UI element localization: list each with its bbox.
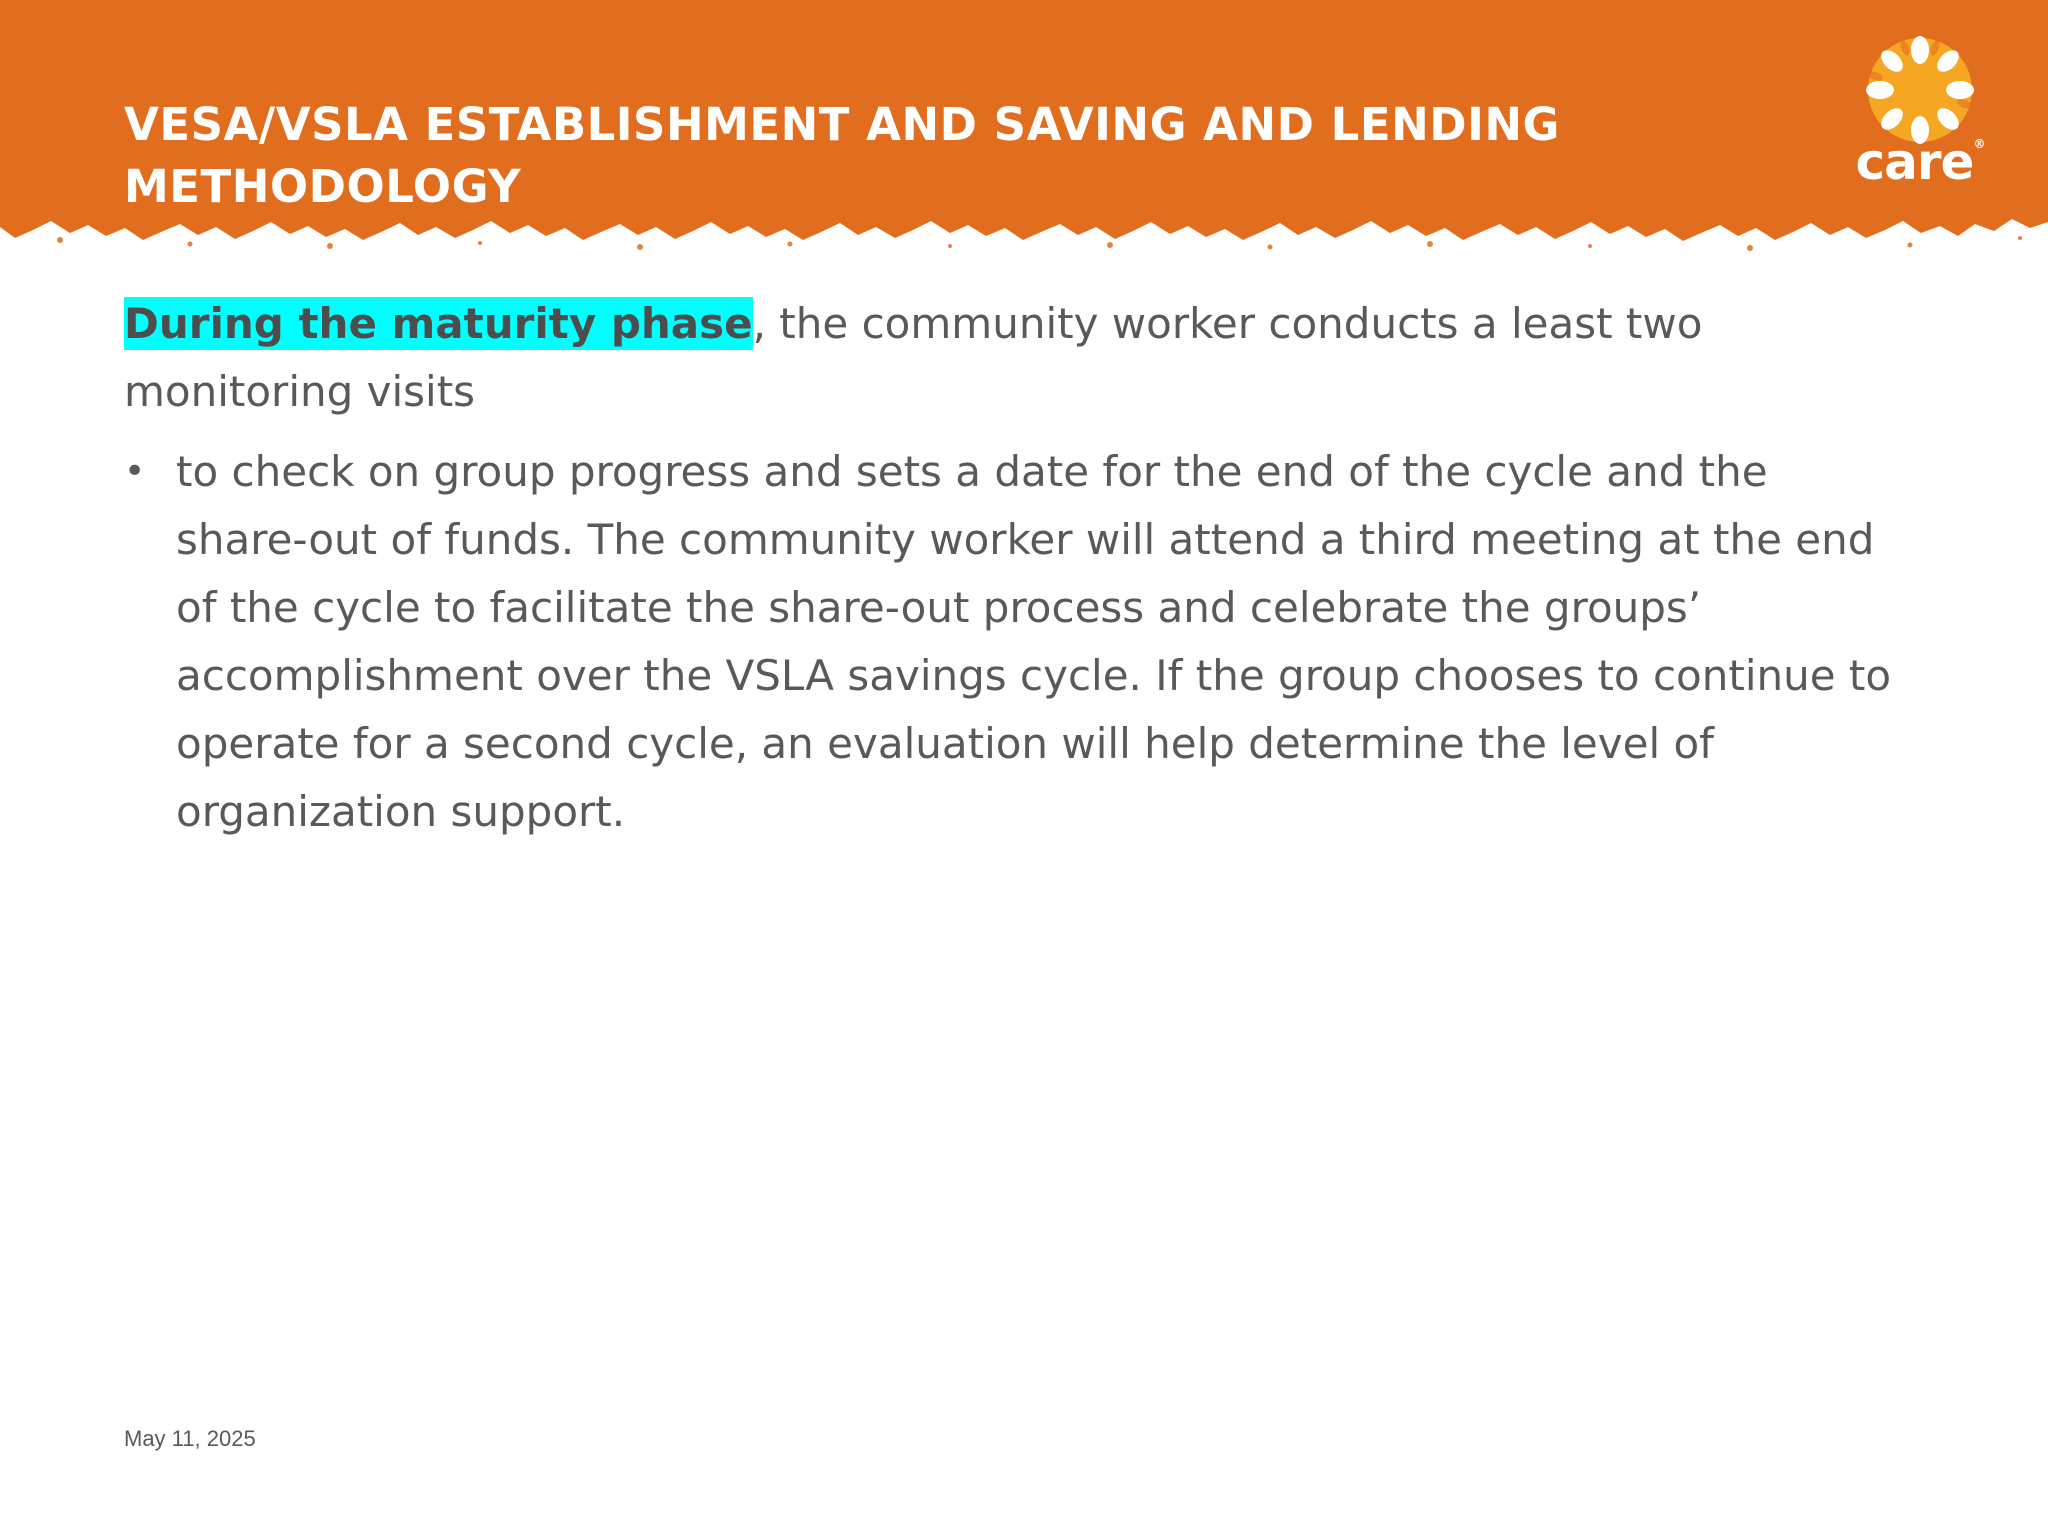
intro-paragraph (124, 290, 1944, 426)
care-wordmark-text: care (1855, 133, 1974, 191)
intro-text: , the community worker conducts a least two monitoring visits (124, 299, 1703, 416)
bullet-marker: • (124, 451, 146, 492)
footer-date: May 11, 2025 (124, 1426, 256, 1451)
registered-mark: ® (1973, 137, 1985, 151)
care-hands-icon (1863, 36, 1977, 144)
care-wordmark (1855, 134, 1985, 190)
slide-title: VESA/VSLA ESTABLISHMENT AND SAVING AND LENDING METHODOLOGY (124, 98, 1560, 213)
highlighted-phrase: During the maturity phase (124, 299, 753, 348)
care-logo (1855, 36, 1985, 196)
bullet-list (124, 438, 1944, 846)
slide-body (124, 290, 1944, 846)
bullet-item (124, 438, 1896, 846)
bullet-text: to check on group progress and sets a date for the end of the cycle and the share-out of funds. The community worker will attend a third meeting at the end of the cycle to facilitate the share-out process and celebrate the groups’ accomplishment over the VSLA savings cycle. If the group chooses to continue to operate for a second cycle, an evaluation will help determine the level of organization support. (176, 447, 1892, 836)
